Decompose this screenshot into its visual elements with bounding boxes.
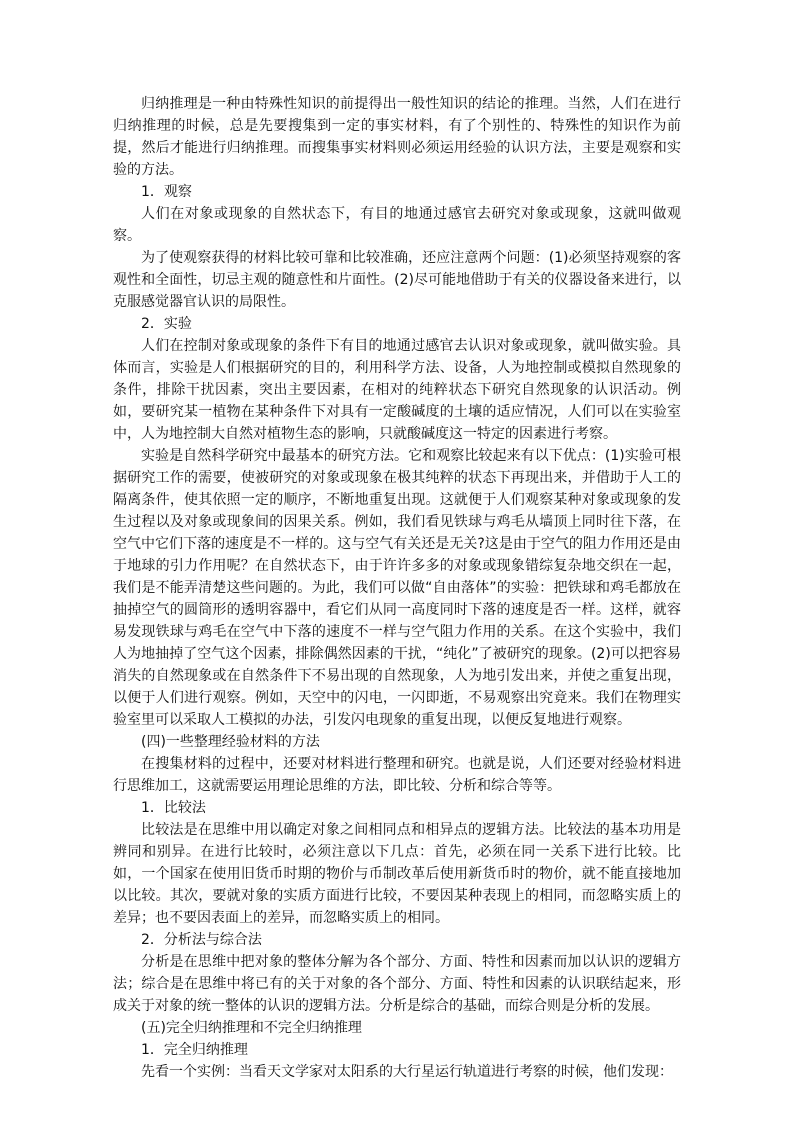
paragraph: 实验是自然科学研究中最基本的研究方法。它和观察比较起来有以下优点：(1)实验可根据研究工作的需要，使被研究的对象或现象在极其纯粹的状态下再现出来，并借助于人工的隔离条件，使其依照一定的顺序，不断地重复出现。这就便于人们观察某种对象或现象的发生过程以及对象或现象间的因果关系。例如，我们看见铁球与鸡毛从墙顶上同时往下落，在空气中它们下落的速度是不一样的。这与空气有关还是无关?这是由于空气的阻力作用还是由于地球的引力作用呢？在自然状态下，由于许许多多的对象或现象错综复杂地交织在一起，我们是不能弄清楚这些问题的。为此，我们可以做“自由落体”的实验：把铁球和鸡毛都放在抽掉空气的圆筒形的透明容器中，看它们从同一高度同时下落的速度是否一样。这样，就容易发现铁球与鸡毛在空气中下落的速度不一样与空气阻力作用的关系。在这个实验中，我们人为地抽掉了空气这个因素，排除偶然因素的干扰，“纯化”了被研究的现象。(2)可以把容易消失的自然现象或在自然条件下不易出现的自然现象，人为地引发出来，并使之重复出现，以便于人们进行观察。例如，天空中的闪电，一闪即逝，不易观察出究竟来。我们在物理实验室里可以采取人工模拟的办法，引发闪电现象的重复出现，以便反复地进行观察。 bbox=[113, 448, 681, 728]
paragraph: 人们在对象或现象的自然状态下，有目的地通过感官去研究对象或现象，这就叫做观察。 bbox=[113, 206, 681, 244]
paragraph: 在搜集材料的过程中，还要对材料进行整理和研究。也就是说，人们还要对经验材料进行思维加工，这就需要运用理论思维的方法，即比较、分析和综合等等。 bbox=[113, 756, 681, 794]
section-heading: (四)一些整理经验材料的方法 bbox=[141, 734, 320, 750]
paragraph: 归纳推理是一种由特殊性知识的前提得出一般性知识的结论的推理。当然，人们在进行归纳推理的时候，总是先要搜集到一定的事实材料，有了个别性的、特殊性的知识作为前提，然后才能进行归纳推理。而搜集事实材料则必须运用经验的认识方法，主要是观察和实验的方法。 bbox=[113, 96, 681, 178]
section-heading: 2．实验 bbox=[141, 316, 192, 332]
document-body bbox=[113, 93, 681, 1083]
paragraph: 比较法是在思维中用以确定对象之间相同点和相异点的逻辑方法。比较法的基本功用是辨同和别异。在进行比较时，必须注意以下几点：首先，必须在同一关系下进行比较。比如，一个国家在使用旧货币时期的物价与币制改革后使用新货币时的物价，就不能直接地加以比较。其次，要就对象的实质方面进行比较，不要因某种表现上的相同，而忽略实质上的差异；也不要因表面上的差异，而忽略实质上的相同。 bbox=[113, 822, 681, 926]
section-heading: 1．完全归纳推理 bbox=[141, 1042, 248, 1058]
section-heading: 1．观察 bbox=[141, 184, 192, 200]
section-heading: 2．分析法与综合法 bbox=[141, 932, 262, 948]
section-heading: 1．比较法 bbox=[141, 800, 206, 816]
paragraph: 分析是在思维中把对象的整体分解为各个部分、方面、特性和因素而加以认识的逻辑方法；综合是在思维中将已有的关于对象的各个部分、方面、特性和因素的认识联结起来，形成关于对象的统一整体的认识的逻辑方法。分析是综合的基础，而综合则是分析的发展。 bbox=[113, 954, 681, 1014]
section-heading: (五)完全归纳推理和不完全归纳推理 bbox=[141, 1020, 362, 1036]
paragraph: 人们在控制对象或现象的条件下有目的地通过感官去认识对象或现象，就叫做实验。具体而言，实验是人们根据研究的目的，利用科学方法、设备，人为地控制或模拟自然现象的条件，排除干扰因素，突出主要因素，在相对的纯粹状态下研究自然现象的认识活动。例如，要研究某一植物在某种条件下对具有一定酸碱度的土壤的适应情况，人们可以在实验室中，人为地控制大自然对植物生态的影响，只就酸碱度这一特定的因素进行考察。 bbox=[113, 338, 681, 442]
paragraph: 先看一个实例：当看天文学家对太阳系的大行星运行轨道进行考察的时候，他们发现： bbox=[141, 1064, 673, 1080]
paragraph: 为了使观察获得的材料比较可靠和比较准确，还应注意两个问题：(1)必须坚持观察的客观性和全面性，切忌主观的随意性和片面性。(2)尽可能地借助于有关的仪器设备来进行，以克服感觉器官认识的局限性。 bbox=[113, 250, 681, 310]
